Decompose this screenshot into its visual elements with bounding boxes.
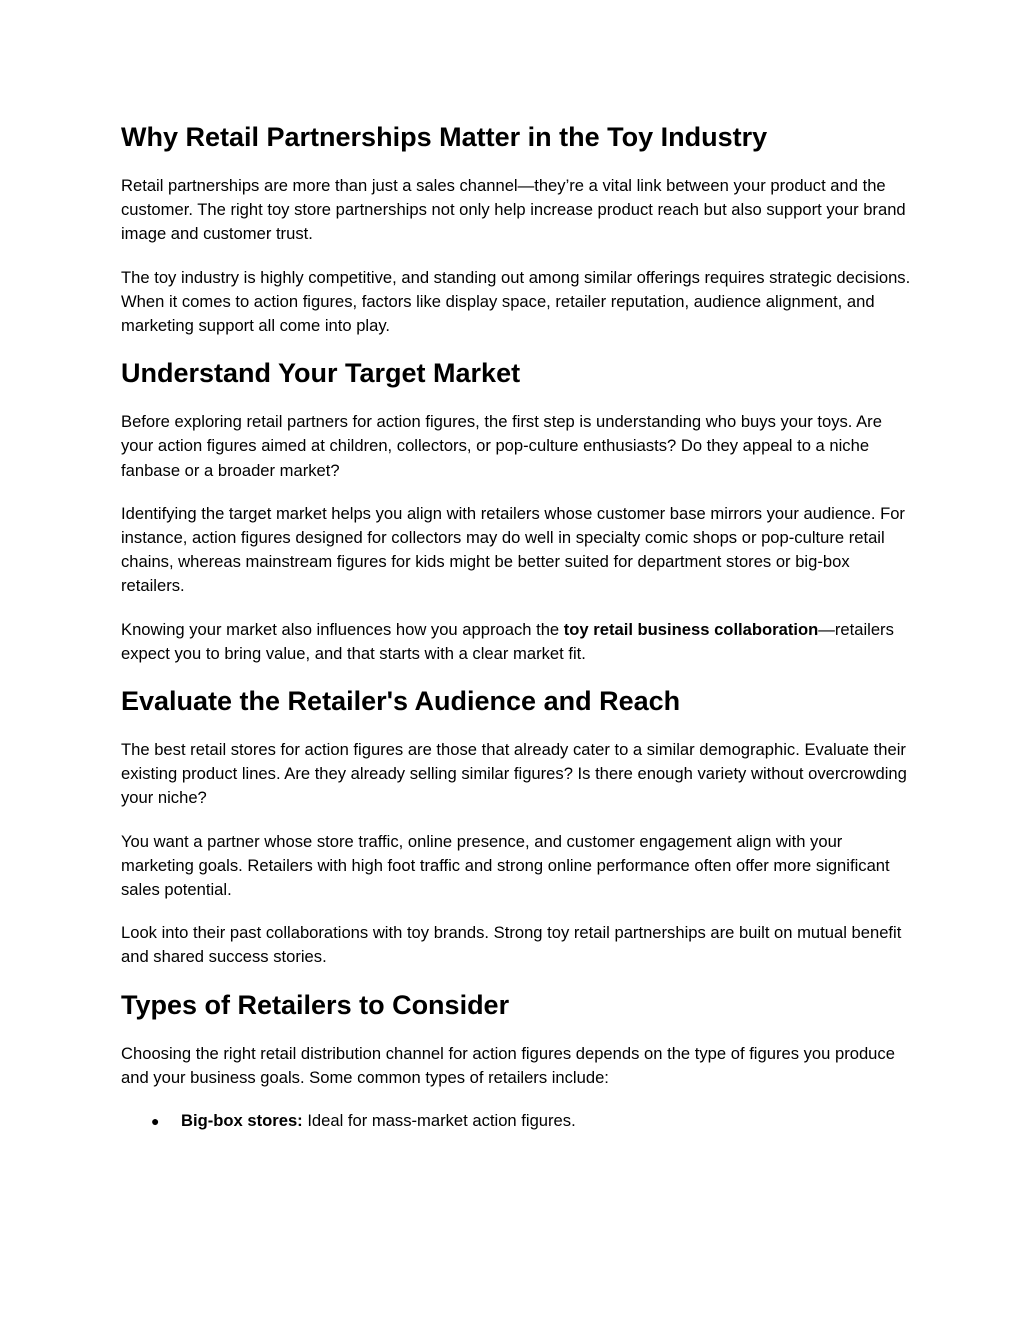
paragraph: You want a partner whose store traffic, online presence, and customer engagement align with your marketing goals. Retailers with high foot traffic and strong online performance often offer more significant sales potential. [121, 831, 890, 900]
paragraph-text: —retailers expect you to bring value, and that starts with a clear market fit. [121, 619, 894, 663]
section-retail-partnerships [121, 118, 911, 338]
paragraph-with-emphasis [121, 618, 911, 666]
paragraph: Retail partnerships are more than just a sales channel—they’re a vital link between your product and the customer. The right toy store partnerships not only help increase product reach but also support your brand image and customer trust. [121, 176, 906, 244]
paragraph-text: Knowing your market also influences how you approach the [121, 619, 564, 639]
list-item-text: Ideal for mass-market action figures. [302, 1111, 576, 1131]
section-target-market [121, 354, 911, 666]
section-retailer-audience [121, 682, 911, 970]
paragraph: Before exploring retail partners for action figures, the first step is understanding who buys your toys. Are your action figures aimed at children, collectors, or pop-culture enthusiasts? Do they appeal to a niche fanbase or a broader market? [121, 412, 882, 480]
section-retailer-types [121, 986, 911, 1134]
list-item-label: Big-box stores: [181, 1111, 303, 1131]
section-heading: Understand Your Target Market [121, 358, 521, 389]
paragraph: Look into their past collaborations with toy brands. Strong toy retail partnerships are built on mutual benefit and shared success stories. [121, 923, 902, 967]
paragraph: The best retail stores for action figures are those that already cater to a similar demographic. Evaluate their existing product lines. Are they already selling similar figures? Is there enough variety without overcrowding your niche? [121, 740, 907, 808]
section-heading: Types of Retailers to Consider [121, 989, 510, 1020]
bold-phrase: toy retail business collaboration [563, 619, 819, 639]
section-heading: Evaluate the Retailer's Audience and Reach [121, 686, 681, 717]
paragraph: Identifying the target market helps you align with retailers whose customer base mirrors your audience. For instance, action figures designed for collectors may do well in specialty comic shops or pop-culture retail chains, whereas mainstream figures for kids might be better suited for department stores or big-box retailers. [121, 503, 905, 596]
list-item [121, 1109, 911, 1133]
bullet-marker: ● [151, 1113, 160, 1130]
paragraph: Choosing the right retail distribution channel for action figures depends on the type of figures you produce and your business goals. Some common types of retailers include: [121, 1043, 895, 1087]
paragraph: The toy industry is highly competitive, and standing out among similar offerings requires strategic decisions. When it comes to action figures, factors like display space, retailer reputation, audience alignment, and marketing support all come into play. [121, 267, 911, 336]
section-heading: Why Retail Partnerships Matter in the Toy Industry [121, 122, 768, 152]
document-body [121, 118, 911, 1133]
retailer-types-list [121, 1109, 911, 1133]
